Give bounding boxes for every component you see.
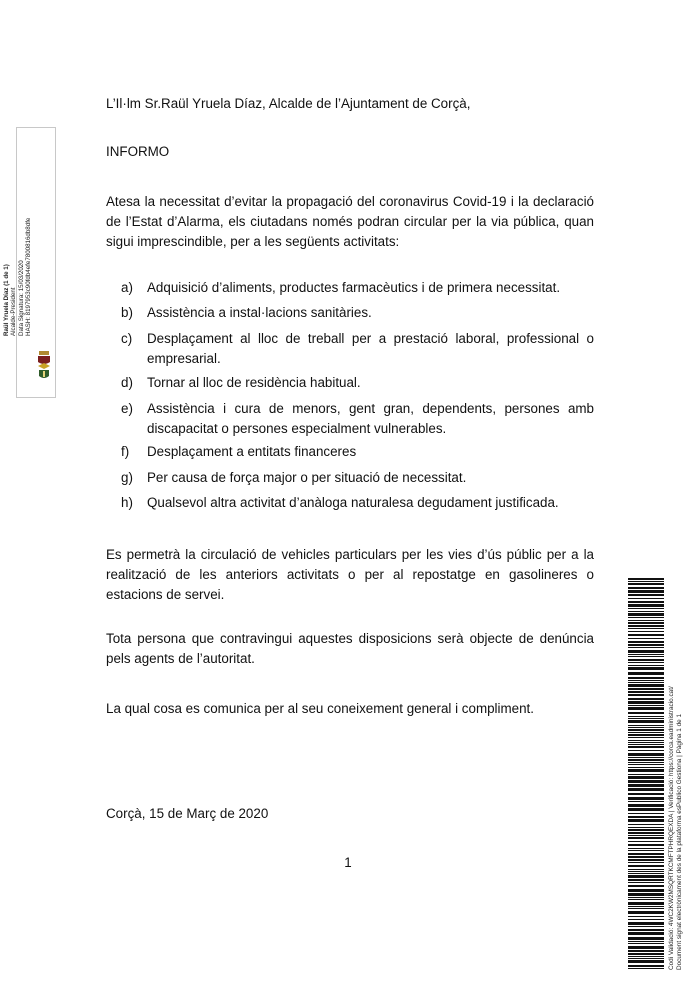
list-item: [121, 442, 594, 462]
validation-code: Codi Validació: 4WC2KW2MSQRTKCMFTPHRQEXDA | Verificació: https://corca.eadministracio.cat/: [668, 686, 675, 970]
list-item-label: b): [121, 305, 133, 320]
list-item-text: Adquisició d’aliments, productes farmacèutics i de primera necessitat.: [147, 280, 561, 295]
vehicles-paragraph: Es permetrà la circulació de vehicles particulars per les vies d’ús públic per a la realització de les anteriors activitats o per al repostatge en gasolineres o estacions de servei.: [106, 547, 594, 602]
closing-paragraph: La qual cosa es comunica per al seu coneixement general i compliment.: [106, 701, 534, 716]
list-item-label: c): [121, 331, 133, 346]
place-date: Corçà, 15 de Març de 2020: [106, 806, 269, 821]
list-item: [121, 373, 594, 393]
validation-platform: Document signat electrònicament des de la plataforma esPublico Gestiona | Pàgina 1 de 1: [676, 713, 683, 970]
intro-paragraph: Atesa la necessitat d’evitar la propagació del coronavirus Covid-19 i la declaració de l’Estat d’Alarma, els ciutadans només podran circular per la via pública, quan sigui imprescindible, per a les següents activitats:: [106, 194, 594, 249]
list-item: [121, 303, 594, 323]
signer-name: Raül Yruela Díaz (1 de 1): [3, 264, 10, 336]
list-item-text: Desplaçament al lloc de treball per a prestació laboral, professional o empresarial.: [147, 331, 594, 366]
list-item-text: Tornar al lloc de residència habitual.: [147, 375, 361, 390]
list-item-text: Qualsevol altra activitat d’anàloga naturalesa degudament justificada.: [147, 495, 559, 510]
validation-text: [668, 686, 684, 970]
list-item-text: Assistència a instal·lacions sanitàries.: [147, 305, 372, 320]
list-item-label: h): [121, 495, 133, 510]
penalty-paragraph: Tota persona que contravingui aquestes disposicions serà objecte de denúncia pels agents de l’autoritat.: [106, 631, 594, 666]
signature-hash: HASH: 8197953c90fdb4efe7800816db8dfe: [25, 217, 33, 336]
list-item-label: d): [121, 375, 133, 390]
list-item: [121, 468, 594, 488]
list-item-label: e): [121, 401, 133, 416]
salutation: L’Il·lm Sr.Raül Yruela Díaz, Alcalde de l’Ajuntament de Corçà,: [106, 96, 471, 111]
list-item: [121, 399, 594, 439]
signature-date: Data Signatura: 15/03/2020: [17, 260, 25, 336]
list-item-label: g): [121, 470, 133, 485]
list-item: [121, 278, 594, 298]
list-item-text: Desplaçament a entitats financeres: [147, 444, 357, 459]
list-item-text: Assistència i cura de menors, gent gran, dependents, persones amb discapacitat o persones especialment vulnerables.: [147, 401, 594, 436]
list-item-text: Per causa de força major o per situació de necessitat.: [147, 470, 467, 485]
signer-role: Alcalde-President: [10, 287, 18, 336]
list-item-label: a): [121, 280, 133, 295]
heading: INFORMO: [106, 144, 170, 159]
municipal-seal-icon: [36, 350, 52, 380]
signature-details: [3, 218, 33, 336]
list-item: [121, 329, 594, 369]
list-item: [121, 493, 594, 513]
barcode-icon: [628, 578, 664, 970]
list-item-label: f): [121, 444, 130, 459]
page-number: 1: [344, 855, 352, 870]
